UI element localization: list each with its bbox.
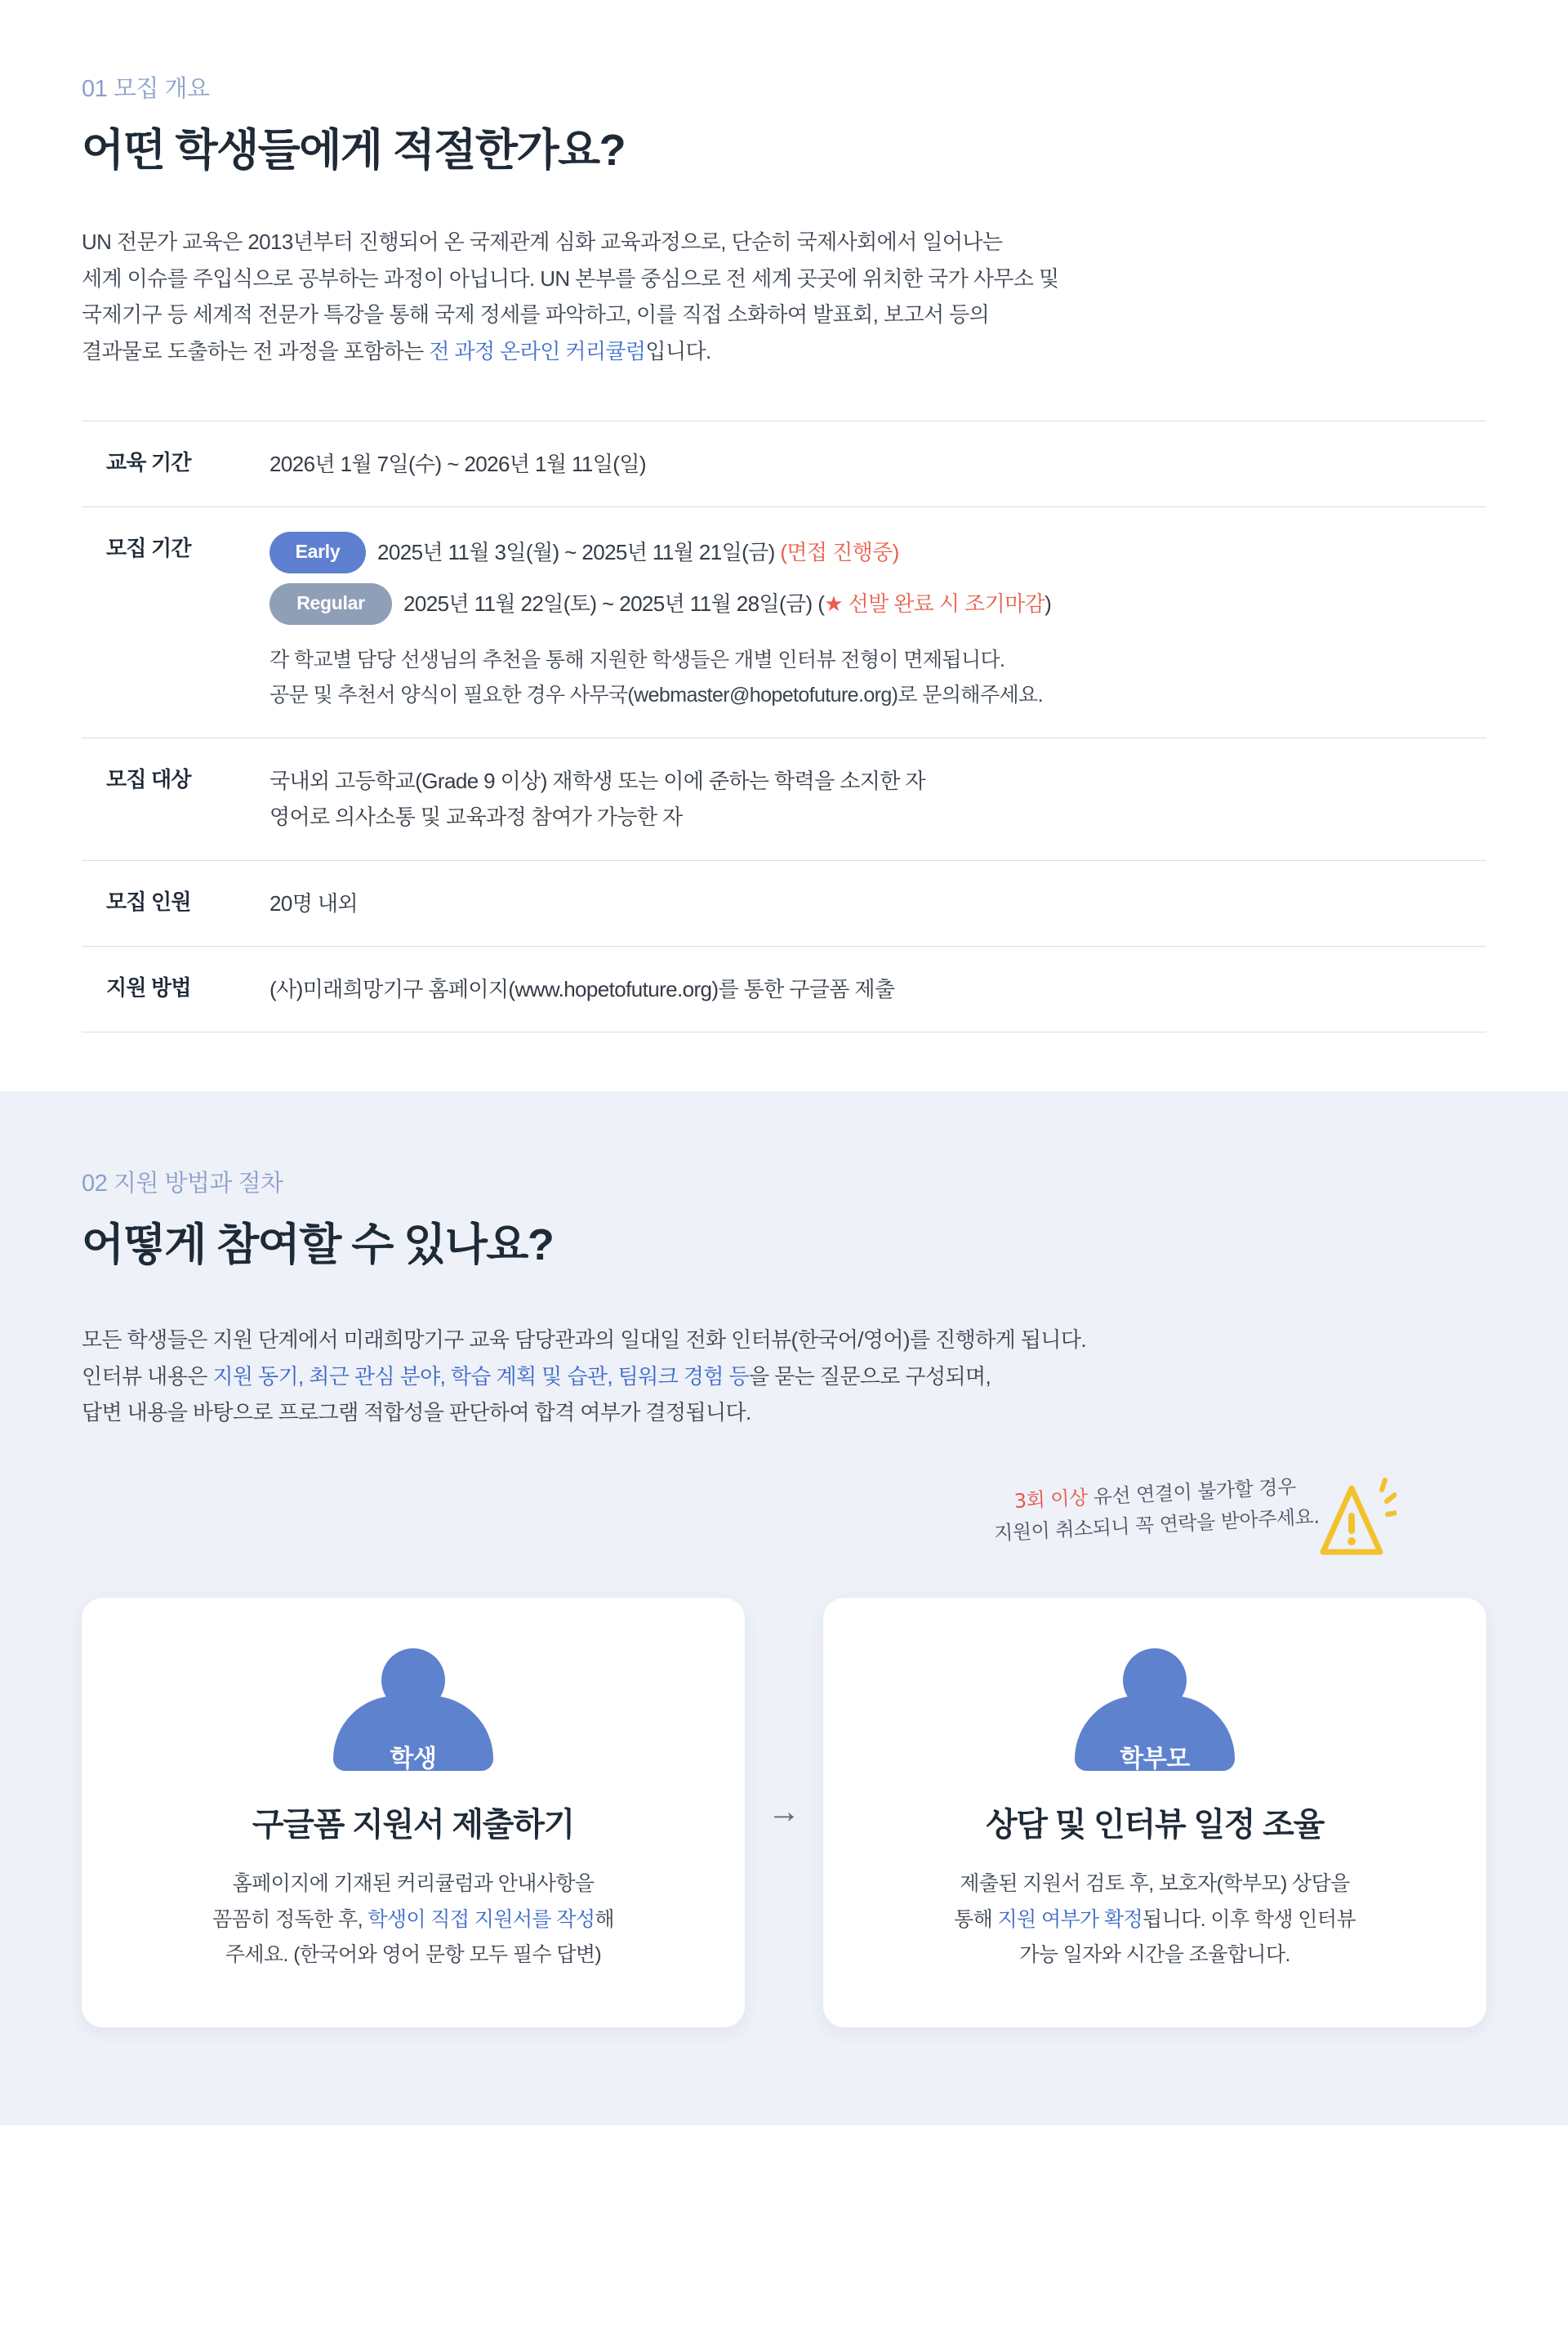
value-headcount: 20명 내외	[270, 890, 358, 916]
value-recruitment-period	[261, 507, 1486, 738]
regular-period-row	[270, 583, 1486, 625]
section-headline-02: 어떻게 참여할 수 있나요?	[82, 1220, 554, 1269]
warning-triangle-icon	[1307, 1470, 1396, 1568]
card-desc-student	[124, 1866, 702, 1973]
intro-highlight-online-curriculum: 전 과정 온라인 커리큘럼	[429, 339, 646, 364]
avatar-label-student: 학생	[390, 1746, 437, 1773]
process-intro-line-3: 답변 내용을 바탕으로 프로그램 적합성을 판단하여 합격 여부가 결정됩니다.	[82, 1400, 751, 1425]
table-row-apply-method	[82, 946, 1486, 1032]
table-row-headcount	[82, 860, 1486, 946]
section-eyebrow-01: 01 모집 개요	[82, 76, 210, 102]
process-intro-highlight: 지원 동기, 최근 관심 분야, 학습 계획 및 습관, 팀워크 경험 등	[212, 1363, 749, 1389]
recruitment-note-line-2: 공문 및 추천서 양식이 필요한 경우 사무국(webmaster@hopetofuture.org)로 문의해주세요.	[270, 684, 1043, 707]
recruitment-note-line-1: 각 학교별 담당 선생님의 추천을 통해 지원한 학생들은 개별 인터뷰 전형이 면제됩니다.	[270, 649, 1005, 672]
intro-line-2: 세계 이슈를 주입식으로 공부하는 과정이 아닙니다. UN 본부를 중심으로 전 세계 곳곳에 위치한 국가 사무소 및	[82, 265, 1059, 291]
early-period-status: (면접 진행중)	[780, 540, 899, 565]
handwritten-note-accent: 3회 이상	[1013, 1486, 1089, 1514]
section-application-process	[0, 1091, 1568, 2125]
value-apply-method: (사)미래희망기구 홈페이지(www.hopetofuture.org)를 통한 구글폼 제출	[270, 976, 895, 1001]
section-eyebrow-02: 02 지원 방법과 절차	[82, 1171, 283, 1197]
section-recruitment-overview	[0, 0, 1568, 1032]
overview-intro-paragraph	[82, 224, 1486, 370]
recruitment-info-table	[82, 421, 1486, 1032]
student-avatar-icon	[327, 1648, 499, 1771]
step-arrow-icon: →	[768, 1794, 800, 1831]
card-student-desc-line-2-post: 해	[595, 1907, 614, 1931]
label-recruitment-period: 모집 기간	[106, 536, 191, 561]
handwritten-callout	[82, 1470, 1486, 1593]
avatar-label-parent: 학부모	[1120, 1746, 1190, 1773]
table-row-target	[82, 738, 1486, 860]
target-line-1: 국내외 고등학교(Grade 9 이상) 재학생 또는 이에 준하는 학력을 소지한 자	[270, 769, 925, 794]
card-student-desc-line-2-pre: 꼼꼼히 정독한 후,	[212, 1907, 368, 1931]
label-headcount: 모집 인원	[106, 889, 191, 914]
early-period-row	[270, 532, 1486, 573]
process-intro-line-1: 모든 학생들은 지원 단계에서 미래희망기구 교육 담당관과의 일대일 전화 인터뷰(한국어/영어)를 진행하게 됩니다.	[82, 1327, 1086, 1352]
card-student-desc-highlight: 학생이 직접 지원서를 작성	[368, 1907, 595, 1931]
process-intro-line-2-post: 을 묻는 질문으로 구성되며,	[748, 1363, 991, 1389]
card-desc-parent	[866, 1866, 1444, 1973]
intro-line-3: 국제기구 등 세계적 전문가 특강을 통해 국제 정세를 파악하고, 이를 직접 소화하여 발표회, 보고서 등의	[82, 302, 990, 328]
section-headline-01: 어떤 학생들에게 적절한가요?	[82, 126, 625, 175]
handwritten-note-text	[992, 1470, 1321, 1550]
regular-period-status: ★ 선발 완료 시 조기마감	[824, 591, 1045, 617]
process-card-parent	[823, 1598, 1486, 2027]
process-steps	[82, 1598, 1486, 2027]
handwritten-note-line-2: 지원이 취소되니 꼭 연락을 받아주세요.	[993, 1505, 1321, 1545]
value-education-period: 2026년 1월 7일(수) ~ 2026년 1월 11일(일)	[270, 451, 646, 476]
label-education-period: 교육 기간	[106, 449, 191, 475]
intro-line-4-pre: 결과물로 도출하는 전 과정을 포함하는	[82, 339, 430, 364]
card-student-desc-line-1: 홈페이지에 기재된 커리큘럼과 안내사항을	[232, 1872, 595, 1896]
label-target: 모집 대상	[106, 767, 191, 792]
card-parent-desc-highlight: 지원 여부가 확정	[997, 1907, 1143, 1931]
parent-avatar-icon	[1069, 1648, 1241, 1771]
card-student-desc-line-3: 주세요. (한국어와 영어 문항 모두 필수 답변)	[225, 1943, 602, 1967]
table-row-education-period	[82, 421, 1486, 506]
target-line-2: 영어로 의사소통 및 교육과정 참여가 가능한 자	[270, 805, 683, 830]
early-period-dates: 2025년 11월 3일(월) ~ 2025년 11월 21일(금)	[377, 540, 781, 565]
card-title-student: 구글폼 지원서 제출하기	[252, 1807, 575, 1844]
card-parent-desc-line-2-pre: 통해	[954, 1907, 998, 1931]
regular-period-close-paren: )	[1045, 591, 1052, 617]
process-card-student	[82, 1598, 745, 2027]
value-target	[261, 738, 1486, 860]
card-parent-desc-line-2-post: 됩니다. 이후 학생 인터뷰	[1143, 1907, 1356, 1931]
card-title-parent: 상담 및 인터뷰 일정 조율	[985, 1807, 1325, 1844]
card-parent-desc-line-1: 제출된 지원서 검토 후, 보호자(학부모) 상담을	[960, 1872, 1350, 1896]
recruitment-notes	[270, 643, 1486, 713]
label-apply-method: 지원 방법	[106, 974, 191, 1000]
badge-regular: Regular	[270, 583, 392, 625]
process-intro-paragraph	[82, 1322, 1486, 1431]
card-parent-desc-line-3: 가능 일자와 시간을 조율합니다.	[1019, 1943, 1290, 1967]
table-row-recruitment-period	[82, 507, 1486, 738]
intro-line-1: UN 전문가 교육은 2013년부터 진행되어 온 국제관계 심화 교육과정으로, 단순히 국제사회에서 일어나는	[82, 230, 1003, 254]
badge-early: Early	[270, 532, 366, 573]
process-intro-line-2-pre: 인터뷰 내용은	[82, 1363, 213, 1389]
intro-line-4-post: 입니다.	[645, 339, 711, 364]
regular-period-dates: 2025년 11월 22일(토) ~ 2025년 11월 28일(금) (	[403, 591, 825, 617]
handwritten-note-line-1-rest: 유선 연결이 불가할 경우	[1087, 1475, 1297, 1509]
